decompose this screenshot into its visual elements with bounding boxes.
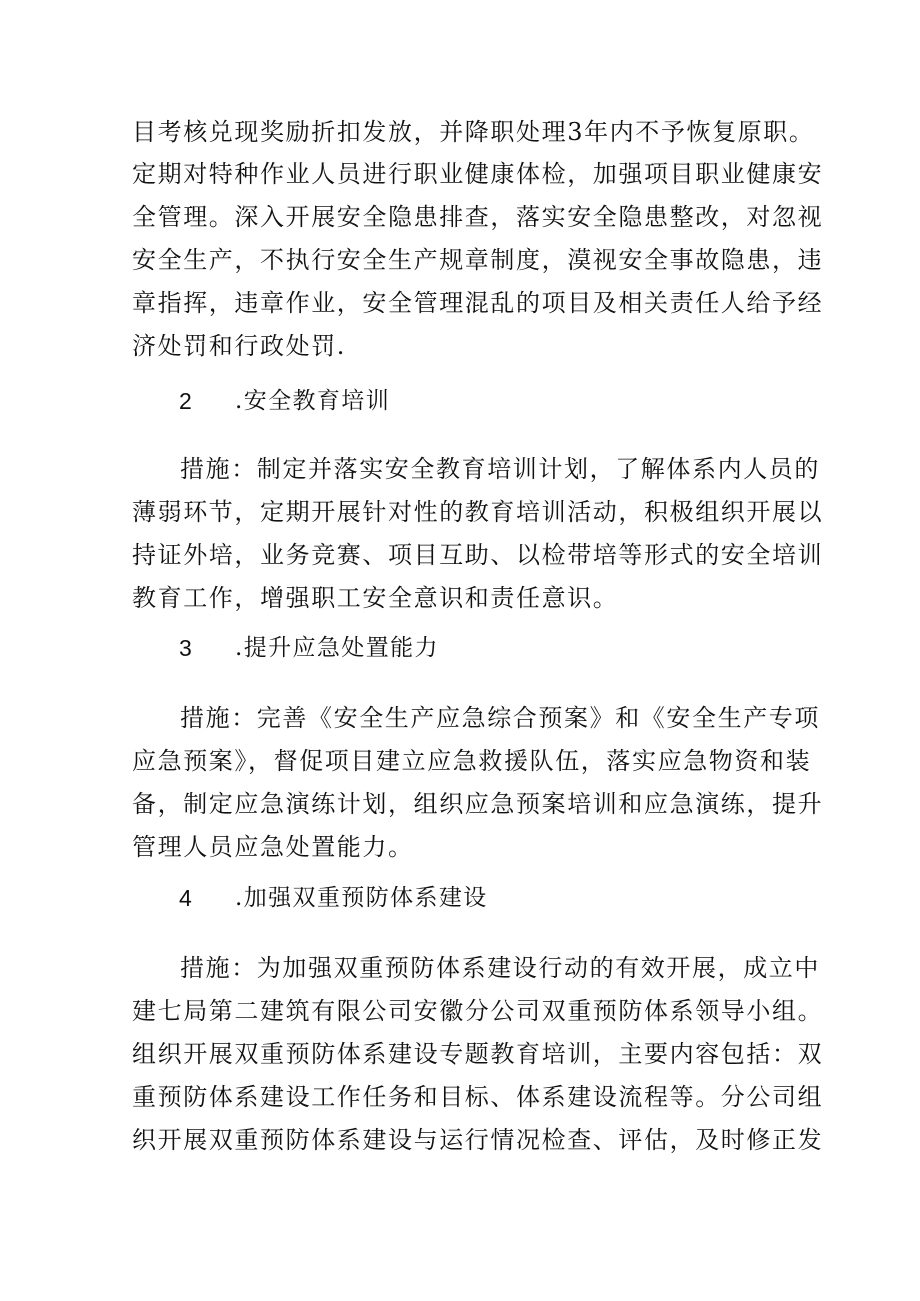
paragraph-line: 章指挥，违章作业，安全管理混乱的项目及相关责任人给予经 [132,289,824,317]
paragraph-line: 建七局第二建筑有限公司安徽分公司双重预防体系领导小组。 [132,997,824,1025]
section-title: .加强双重预防体系建设 [235,885,488,911]
section-number: 2 [179,388,192,414]
paragraph-line: 措施：制定并落实安全教育培训计划，了解体系内人员的 [180,455,820,483]
paragraph-line: 重预防体系建设工作任务和目标、体系建设流程等。分公司组 [132,1083,824,1111]
section-title: .安全教育培训 [235,388,391,414]
paragraph-line: 组织开展双重预防体系建设专题教育培训，主要内容包括：双 [132,1040,824,1068]
paragraph-line: 济处罚和行政处罚. [132,332,347,360]
paragraph-line: 措施：为加强双重预防体系建设行动的有效开展，成立中 [180,954,820,982]
paragraph-line: 织开展双重预防体系建设与运行情况检查、评估，及时修正发 [132,1126,824,1154]
paragraph-line: 定期对特种作业人员进行职业健康体检，加强项目职业健康安 [132,160,824,188]
paragraph-line: 备，制定应急演练计划，组织应急预案培训和应急演练，提升 [132,790,824,818]
section-title: .提升应急处置能力 [235,635,439,661]
paragraph-line: 持证外培，业务竞赛、项目互助、以检带培等形式的安全培训 [132,541,824,569]
paragraph-line: 措施：完善《安全生产应急综合预案》和《安全生产专项 [180,704,820,732]
paragraph-line: 应急预案》，督促项目建立应急救援队伍，落实应急物资和装 [132,747,812,775]
paragraph-line: 教育工作，增强职工安全意识和责任意识。 [132,584,619,612]
section-number: 4 [179,885,192,911]
paragraph-line: 目考核兑现奖励折扣发放，并降职处理3年内不予恢复原职。 [132,118,815,146]
paragraph-line: 全管理。深入开展安全隐患排查，落实安全隐患整改，对忽视 [132,203,824,231]
paragraph-line: 薄弱环节，定期开展针对性的教育培训活动，积极组织开展以 [132,498,824,526]
paragraph-line: 管理人员应急处置能力。 [132,833,414,861]
paragraph-line: 安全生产，不执行安全生产规章制度，漠视安全事故隐患，违 [132,246,824,274]
section-number: 3 [179,635,192,661]
